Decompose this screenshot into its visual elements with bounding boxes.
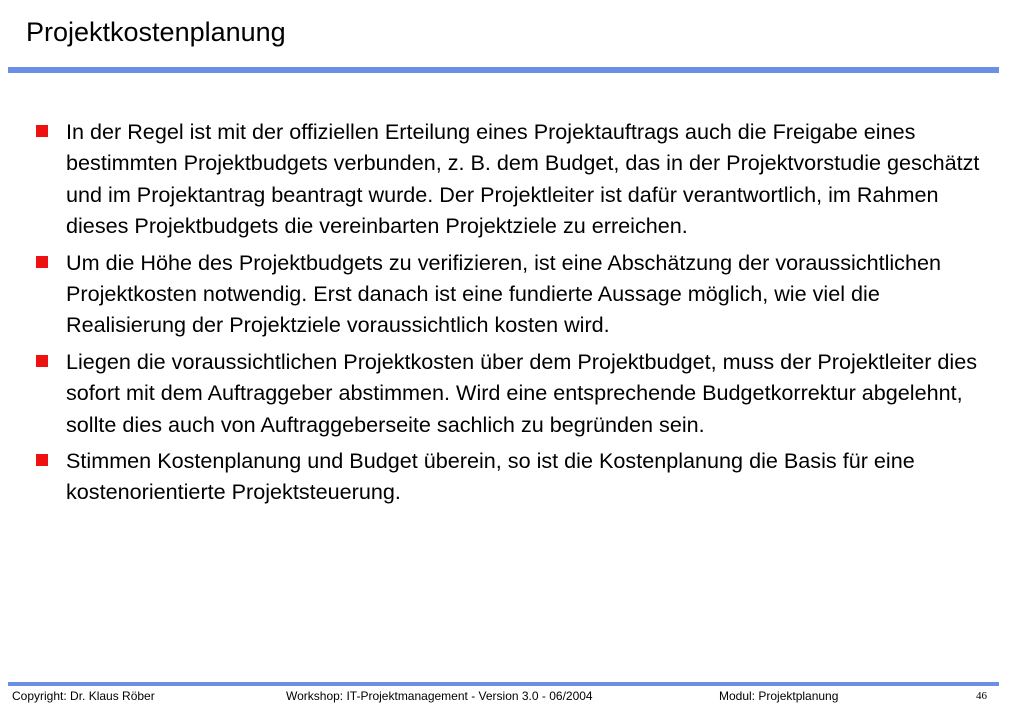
title-divider bbox=[8, 67, 999, 73]
footer-divider bbox=[8, 682, 999, 686]
footer-modul: Modul: Projektplanung bbox=[719, 689, 839, 703]
slide-title: Projektkostenplanung bbox=[26, 17, 286, 47]
bullet-list bbox=[36, 116, 981, 513]
footer-copyright: Copyright: Dr. Klaus Röber bbox=[12, 689, 155, 703]
square-bullet-icon bbox=[36, 125, 48, 137]
page-number: 46 bbox=[976, 690, 987, 702]
square-bullet-icon bbox=[36, 256, 48, 268]
bullet-item bbox=[36, 346, 981, 440]
footer-workshop: Workshop: IT-Projektmanagement - Version 3.0 - 06/2004 bbox=[286, 689, 593, 703]
bullet-text: Liegen die voraussichtlichen Projektkosten über dem Projektbudget, muss der Projektleiter dies sofort mit dem Auftraggeber abstimmen. Wird eine entsprechende Budgetkorrektur abgelehnt, sollte dies auch von Auftraggeberseite sachlich zu begründen sein. bbox=[66, 348, 978, 437]
bullet-text: Um die Höhe des Projektbudgets zu verifizieren, ist eine Abschätzung der voraussichtlichen Projektkosten notwendig. Erst danach ist eine fundierte Aussage möglich, wie viel die Realisierung der Projektziele voraussichtlich kosten wird. bbox=[66, 249, 942, 338]
square-bullet-icon bbox=[36, 355, 48, 367]
bullet-item bbox=[36, 445, 981, 508]
square-bullet-icon bbox=[36, 454, 48, 466]
bullet-item bbox=[36, 116, 981, 242]
bullet-item bbox=[36, 247, 981, 341]
bullet-text: In der Regel ist mit der offiziellen Erteilung eines Projektauftrags auch die Freigabe eines bestimmten Projektbudgets verbunden, z. B. dem Budget, das in der Projektvorstudie geschätzt und im Projektantrag beantragt wurde. Der Projektleiter ist dafür verantwortlich, im Rahmen dieses Projektbudgets die vereinbarten Projektziele zu erreichen. bbox=[66, 119, 980, 239]
bullet-text: Stimmen Kostenplanung und Budget überein, so ist die Kostenplanung die Basis für eine kostenorientierte Projektsteuerung. bbox=[66, 448, 915, 505]
